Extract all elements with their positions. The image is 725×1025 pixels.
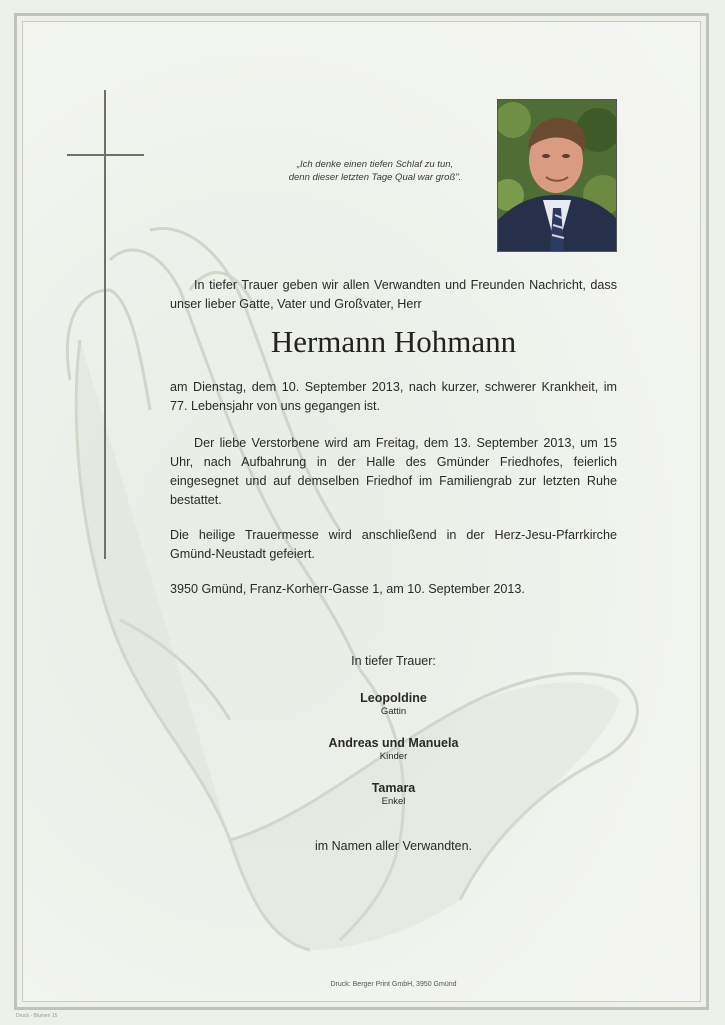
mourner-1 — [170, 691, 617, 717]
printer-imprint: Druck: Berger Print GmbH, 3950 Gmünd — [330, 981, 457, 988]
closing-line: im Namen aller Verwandten. — [314, 839, 473, 853]
mourner-relation: Gattin — [380, 706, 407, 717]
paragraph-death: am Dienstag, dem 10. September 2013, nach kurzer, schwerer Krankheit, im 77. Lebensjahr von uns gegangen ist. — [170, 380, 617, 413]
quote-line-2: denn dieser letzten Tage Qual war groß". — [288, 172, 462, 183]
footer-code: Druck - Blumen 15 — [16, 1013, 58, 1019]
paragraph-place-date: 3950 Gmünd, Franz-Korherr-Gasse 1, am 10. September 2013. — [170, 582, 525, 596]
intro-text — [170, 276, 617, 314]
intro-paragraph: In tiefer Trauer geben wir allen Verwandten und Freunden Nachricht, dass unser lieber Gatte, Vater und Großvater, Herr — [170, 278, 617, 311]
deceased-name: Hermann Hohmann — [270, 324, 517, 359]
funeral-details — [170, 434, 617, 510]
mourning-heading: In tiefer Trauer: — [351, 654, 436, 668]
mourner-name: Leopoldine — [360, 691, 427, 705]
mourner-name: Andreas und Manuela — [328, 736, 459, 750]
mourner-3 — [170, 781, 617, 807]
quote-line-1: „Ich denke einen tiefen Schlaf zu tun, — [296, 159, 454, 170]
cross-vertical-bar — [104, 90, 106, 559]
paragraph-mass: Die heilige Trauermesse wird anschließend in der Herz-Jesu-Pfarrkirche Gmünd-Neustadt gefeiert. — [170, 528, 617, 561]
mass-details — [170, 526, 617, 564]
mourner-relation: Kinder — [379, 751, 408, 762]
place-date — [170, 580, 617, 599]
cross-horizontal-bar — [67, 154, 144, 156]
epitaph-quote — [270, 158, 480, 184]
mourner-name: Tamara — [371, 781, 416, 795]
death-notice — [170, 378, 617, 416]
portrait-photo — [497, 99, 617, 252]
mourner-relation: Enkel — [381, 796, 406, 807]
paragraph-funeral: Der liebe Verstorbene wird am Freitag, dem 13. September 2013, um 15 Uhr, nach Aufbahrung in der Halle des Gmünder Friedhofes, feierlich eingesegnet und auf demselben Friedhof im Familiengrab zur letzten Ruhe bestattet. — [170, 436, 617, 507]
mourner-2 — [170, 736, 617, 762]
